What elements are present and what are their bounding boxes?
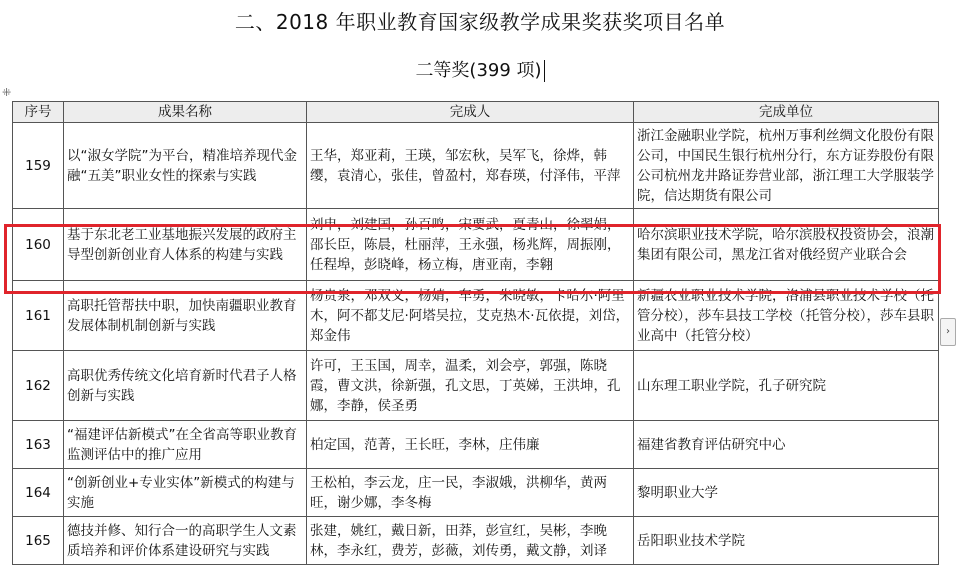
header-people: 完成人 (307, 102, 634, 123)
table-row (13, 421, 939, 469)
document-title: 二、2018 年职业教育国家级教学成果奖获奖项目名单 (234, 10, 726, 34)
header-achievement: 成果名称 (64, 102, 307, 123)
header-organization: 完成单位 (634, 102, 939, 123)
chevron-right-icon[interactable]: › (940, 318, 956, 346)
row-people: 刘申，刘建国，孙百鸣，宋要武，夏青山，徐翠娟，邵长臣，陈晨，杜丽萍，王永强，杨兆辉，周振刚，任程埠，彭晓峰，杨立梅，唐亚南，李翱 (307, 209, 634, 281)
row-serial: 160 (13, 209, 64, 281)
row-organization: 黎明职业大学 (634, 469, 939, 517)
table-row (13, 469, 939, 517)
row-organization: 福建省教育评估研究中心 (634, 421, 939, 469)
row-achievement: 以“淑女学院”为平台，精准培养现代金融“五美”职业女性的探索与实践 (64, 123, 307, 209)
row-organization: 岳阳职业技术学院 (634, 517, 939, 565)
row-achievement: “创新创业+专业实体”新模式的构建与实施 (64, 469, 307, 517)
award-level-subtitle (0, 56, 960, 82)
row-achievement: 高职托管帮扶中职，加快南疆职业教育发展体制机制创新与实践 (64, 281, 307, 351)
header-serial: 序号 (13, 102, 64, 123)
row-achievement: 德技并修、知行合一的高职学生人文素质培养和评价体系建设研究与实践 (64, 517, 307, 565)
table-row-highlighted (13, 209, 939, 281)
table-row (13, 351, 939, 421)
row-serial: 164 (13, 469, 64, 517)
row-serial: 159 (13, 123, 64, 209)
subtitle-text: 二等奖(399 项) (415, 60, 542, 81)
award-table (12, 101, 939, 565)
row-organization: 新疆农业职业技术学院，洛浦县职业技术学校（托管分校），莎车县技工学校（托管分校），莎车县职业高中（托管分校） (634, 281, 939, 351)
text-cursor (544, 60, 545, 82)
move-handle-icon[interactable]: ⁜ (2, 86, 12, 99)
row-serial: 165 (13, 517, 64, 565)
row-people: 张建，姚红，戴日新，田莽，彭宣红，吴彬，李晚林，李永红，费芳，彭薇，刘传勇，戴文静，刘译 (307, 517, 634, 565)
row-organization: 浙江金融职业学院，杭州万事利丝绸文化股份有限公司，中国民生银行杭州分行，东方证券股份有限公司杭州龙井路证券营业部，浙江理工大学服装学院，信达期货有限公司 (634, 123, 939, 209)
row-achievement: 基于东北老工业基地振兴发展的政府主导型创新创业育人体系的构建与实践 (64, 209, 307, 281)
row-people: 王华，郑亚莉，王瑛，邹宏秋，吴军飞，徐烨，韩缨，袁清心，张佳，曾盈村，郑春瑛，付泽伟，平萍 (307, 123, 634, 209)
row-serial: 163 (13, 421, 64, 469)
table-row (13, 517, 939, 565)
row-achievement: “福建评估新模式”在全省高等职业教育监测评估中的推广应用 (64, 421, 307, 469)
row-people: 王松柏，李云龙，庄一民，李淑娥，洪柳华，黄两旺，谢少娜，李冬梅 (307, 469, 634, 517)
row-people: 柏定国，范菁，王长旺，李林，庄伟廉 (307, 421, 634, 469)
row-people: 杨贵泉，邓双义，杨婧，车勇，朱晓敏，卡哈尔·阿里木，阿不都艾尼·阿塔吴拉，艾克热木·瓦依提，刘岱，郑金伟 (307, 281, 634, 351)
table-header-row (13, 102, 939, 123)
table-row (13, 281, 939, 351)
row-organization: 山东理工职业学院，孔子研究院 (634, 351, 939, 421)
row-people: 许可，王玉国，周幸，温柔，刘会亭，郭强，陈晓霞，曹文洪，徐新强，孔文思，丁英娣，王洪坤，孔娜，李静，侯圣勇 (307, 351, 634, 421)
row-achievement: 高职优秀传统文化培育新时代君子人格创新与实践 (64, 351, 307, 421)
table-row (13, 123, 939, 209)
row-organization: 哈尔滨职业技术学院，哈尔滨股权投资协会，浪潮集团有限公司，黑龙江省对俄经贸产业联合会 (634, 209, 939, 281)
row-serial: 162 (13, 351, 64, 421)
row-serial: 161 (13, 281, 64, 351)
